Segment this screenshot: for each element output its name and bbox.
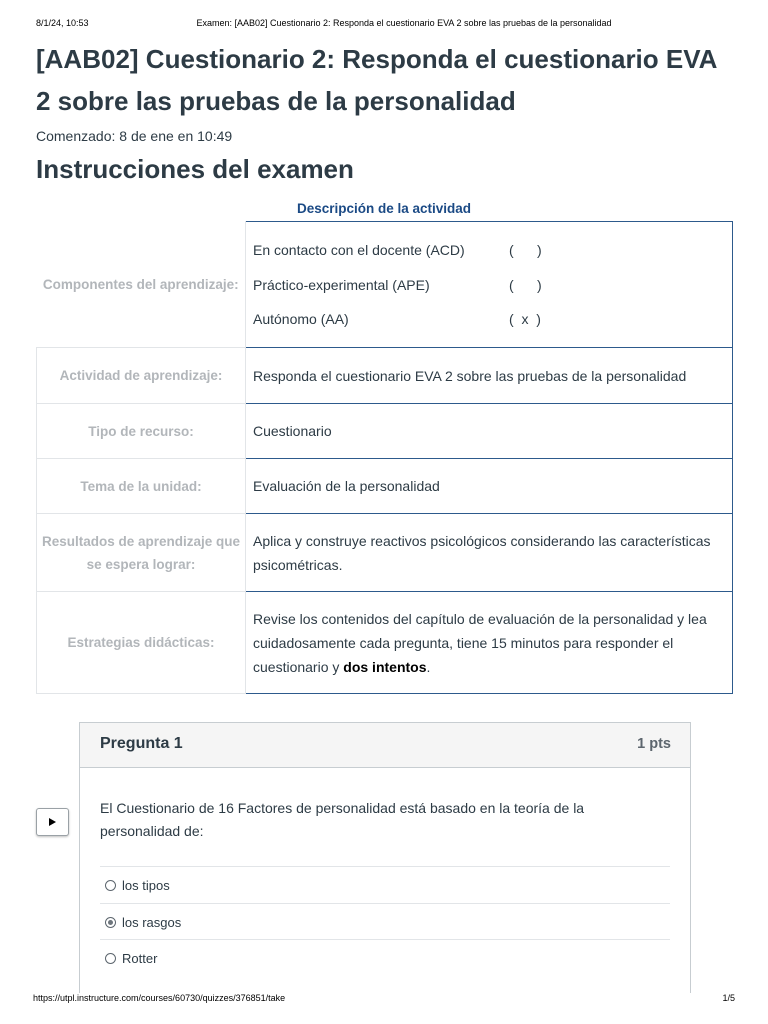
question-header xyxy=(80,723,690,768)
components-row xyxy=(37,222,733,348)
strategies-value xyxy=(246,592,733,694)
unit-topic-row xyxy=(37,459,733,514)
component-item xyxy=(253,267,722,302)
answer-option[interactable] xyxy=(100,939,670,976)
component-item xyxy=(253,302,722,337)
flag-question-button[interactable] xyxy=(36,808,69,836)
row-value: Responda el cuestionario EVA 2 sobre las pruebas de la personalidad xyxy=(246,348,733,404)
components-value xyxy=(246,222,733,348)
component-name: Práctico-experimental (APE) xyxy=(253,276,430,293)
row-label: Estrategias didácticas: xyxy=(37,592,246,694)
answer-label: Rotter xyxy=(122,950,158,966)
question-points: 1 pts xyxy=(637,736,671,752)
results-row xyxy=(37,514,733,592)
instructions-title: Instrucciones del examen xyxy=(36,154,354,184)
component-mark: ( x ) xyxy=(509,311,541,328)
strategies-text: Revise los contenidos del capítulo de evaluación de la personalidad y lea cuidadosamente cada pregunta, tiene 15 minutos para responder el cuestionario y xyxy=(253,610,707,675)
print-date: 8/1/24, 10:53 xyxy=(36,18,89,28)
component-mark: ( ) xyxy=(509,241,542,258)
resource-row xyxy=(37,404,733,459)
row-value: Aplica y construye reactivos psicológicos considerando las características psicométricas. xyxy=(246,514,733,592)
components-label: Componentes del aprendizaje: xyxy=(37,222,246,348)
row-label: Actividad de aprendizaje: xyxy=(37,348,246,404)
activity-table xyxy=(36,221,733,694)
strategies-row xyxy=(37,592,733,694)
row-label: Tema de la unidad: xyxy=(37,459,246,514)
radio-button-selected[interactable] xyxy=(105,917,116,928)
question-card xyxy=(79,722,691,993)
answer-option[interactable] xyxy=(100,866,670,903)
print-url: https://utpl.instructure.com/courses/60730/quizzes/376851/take xyxy=(33,993,286,1003)
print-title: Examen: [AAB02] Cuestionario 2: Responda el cuestionario EVA 2 sobre las pruebas de la personalidad xyxy=(196,18,612,28)
table-caption: Descripción de la actividad xyxy=(296,201,472,216)
row-value: Cuestionario xyxy=(246,404,733,459)
answer-label: los rasgos xyxy=(122,914,182,930)
component-mark: ( ) xyxy=(509,276,542,293)
strategies-emphasis: dos intentos xyxy=(343,658,427,675)
radio-button[interactable] xyxy=(105,880,116,891)
component-name: En contacto con el docente (ACD) xyxy=(253,241,465,258)
component-name: Autónomo (AA) xyxy=(253,311,349,328)
answer-label: los tipos xyxy=(122,877,170,893)
question-title: Pregunta 1 xyxy=(100,735,183,752)
question-text: El Cuestionario de 16 Factores de personalidad está basado en la teoría de la personalidad de: xyxy=(100,800,585,839)
started-time: Comenzado: 8 de ene en 10:49 xyxy=(36,128,233,144)
activity-row xyxy=(37,348,733,404)
radio-button[interactable] xyxy=(105,953,116,964)
component-item xyxy=(253,232,722,267)
strategies-text-end: . xyxy=(426,658,431,675)
page-title: [AAB02] Cuestionario 2: Responda el cuestionario EVA 2 sobre las pruebas de la personalidad xyxy=(36,44,717,116)
row-label: Tipo de recurso: xyxy=(37,404,246,459)
row-value: Evaluación de la personalidad xyxy=(246,459,733,514)
page-number: 1/5 xyxy=(722,993,735,1003)
play-icon xyxy=(49,818,56,826)
print-header xyxy=(36,18,732,32)
answer-option[interactable] xyxy=(100,903,670,940)
row-label: Resultados de aprendizaje que se espera lograr: xyxy=(37,514,246,592)
